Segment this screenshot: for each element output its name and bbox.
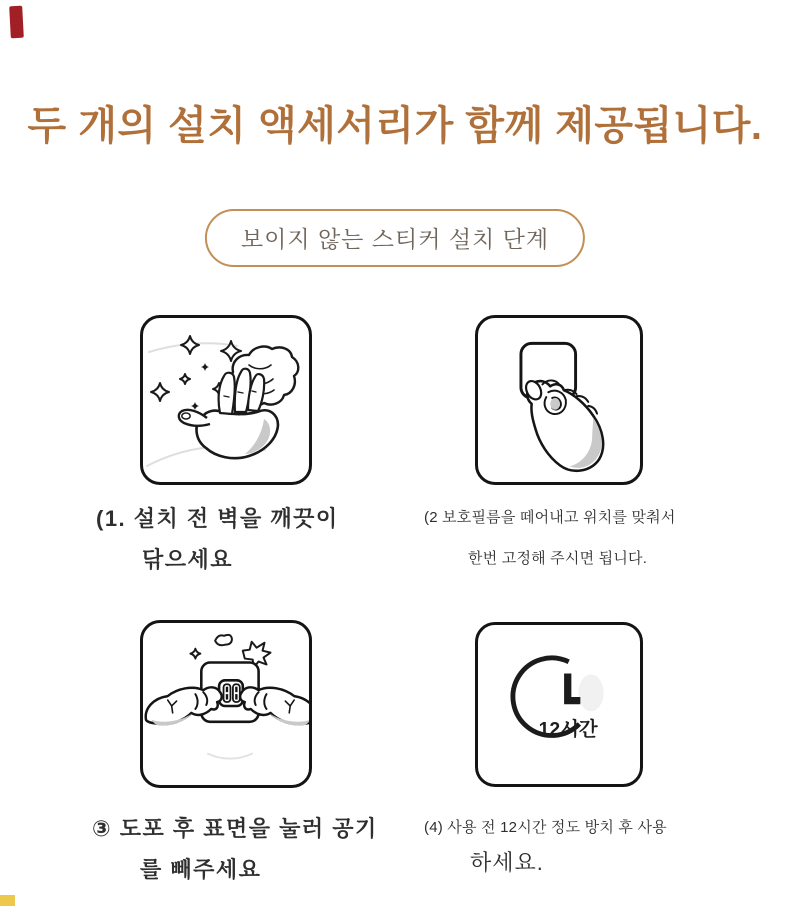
pressing-plate-illustration <box>143 623 309 785</box>
step-3-caption-line-2: 를 빼주세요 <box>140 857 262 882</box>
page-title: 두 개의 설치 액세서리가 함께 제공됩니다. <box>27 104 763 148</box>
step-2-caption-line-1: (2 보호필름을 떼어내고 위치를 맞춰서 <box>424 509 676 526</box>
clock-duration-label: 12시간 <box>538 718 598 741</box>
hand-wiping-wall-illustration <box>143 318 309 482</box>
step-1-caption-line-2: 닦으세요 <box>142 547 234 572</box>
hand <box>523 378 603 470</box>
steps-badge-label: 보이지 않는 스티커 설치 단계 <box>240 226 550 252</box>
hand <box>179 369 278 458</box>
floor-line <box>207 753 252 758</box>
step-1-caption-line-1: (1. 설치 전 벽을 깨끗이 <box>96 506 339 531</box>
step-3-caption <box>92 812 378 884</box>
step-2-illustration-box <box>475 315 643 485</box>
peeling-film-illustration <box>478 318 640 482</box>
step-2-caption <box>424 506 676 568</box>
step-2-caption-line-2: 한번 고정해 주시면 됩니다. <box>468 550 648 567</box>
step-3-illustration-box <box>140 620 312 788</box>
steps-badge <box>205 209 585 267</box>
step-1-caption <box>96 502 339 574</box>
connector-buckle <box>219 680 243 706</box>
clock-illustration <box>478 625 640 784</box>
clock-hands <box>568 673 581 700</box>
top-left-red-mark <box>9 6 24 39</box>
step-3-caption-line-1: ③ 도포 후 표면을 눌러 공기 <box>92 816 378 841</box>
faded-area <box>578 674 603 711</box>
step-4-caption-line-1: (4) 사용 전 12시간 정도 방치 후 사용 <box>424 819 667 836</box>
bottom-left-yellow-bar <box>0 895 15 906</box>
step-4-caption-line-2: 하세요. <box>470 850 544 875</box>
step-4-caption <box>424 816 667 877</box>
step-1-illustration-box <box>140 315 312 485</box>
step-4-illustration-box <box>475 622 643 787</box>
